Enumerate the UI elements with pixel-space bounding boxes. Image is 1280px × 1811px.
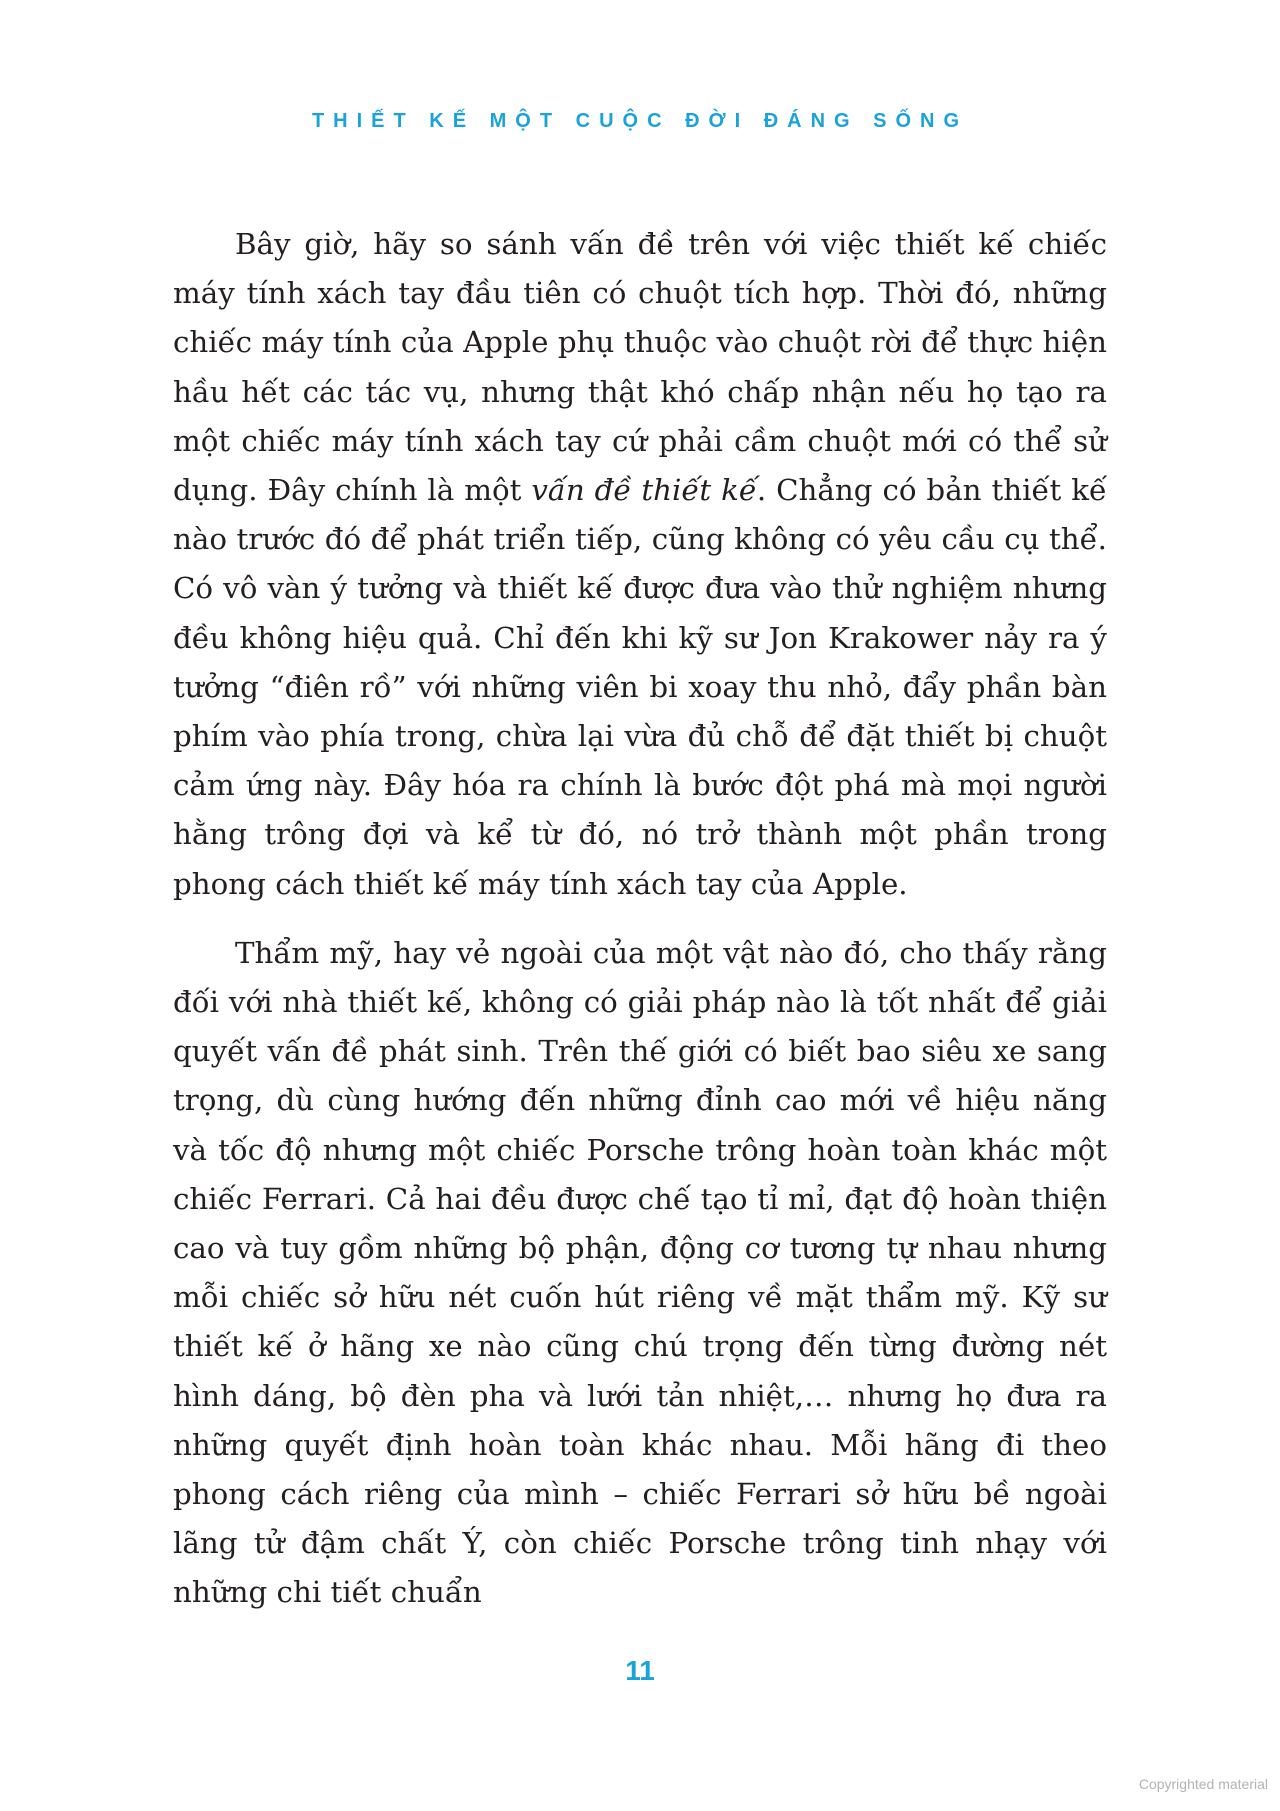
body-text bbox=[173, 220, 1107, 1618]
paragraph-2: Thẩm mỹ, hay vẻ ngoài của một vật nào đó, cho thấy rằng đối với nhà thiết kế, không có giải pháp nào là tốt nhất để giải quyết vấn đề phát sinh. Trên thế giới có biết bao siêu xe sang trọng, dù cùng hướng đến những đỉnh cao mới về hiệu năng và tốc độ nhưng một chiếc Porsche trông hoàn toàn khác một chiếc Ferrari. Cả hai đều được chế tạo tỉ mỉ, đạt độ hoàn thiện cao và tuy gồm những bộ phận, động cơ tương tự nhau nhưng mỗi chiếc sở hữu nét cuốn hút riêng về mặt thẩm mỹ. Kỹ sư thiết kế ở hãng xe nào cũng chú trọng đến từng đường nét hình dáng, bộ đèn pha và lưới tản nhiệt,… nhưng họ đưa ra những quyết định hoàn toàn khác nhau. Mỗi hãng đi theo phong cách riêng của mình – chiếc Ferrari sở hữu bề ngoài lãng tử đậm chất Ý, còn chiếc Porsche trông tinh nhạy với những chi tiết chuẩn bbox=[173, 935, 1107, 1610]
paragraph-1-text-a: Bây giờ, hãy so sánh vấn đề trên với việc thiết kế chiếc máy tính xách tay đầu tiên có chuột tích hợp. Thời đó, những chiếc máy tính của Apple phụ thuộc vào chuột rời để thực hiện hầu hết các tác vụ, nhưng thật khó chấp nhận nếu họ tạo ra một chiếc máy tính xách tay cứ phải cầm chuột mới có thể sử dụng. Đây chính là một bbox=[173, 227, 1107, 508]
copyright-watermark: Copyrighted material bbox=[1138, 1776, 1268, 1792]
page-number: 11 bbox=[625, 1655, 655, 1686]
paragraph-1-emphasis: vấn đề thiết kế bbox=[531, 473, 757, 508]
paragraph-1-text-b: . Chẳng có bản thiết kế nào trước đó để phát triển tiếp, cũng không có yêu cầu cụ thể. Có vô vàn ý tưởng và thiết kế được đưa vào thử nghiệm nhưng đều không hiệu quả. Chỉ đến khi kỹ sư Jon Krakower nảy ra ý tưởng “điên rồ” với những viên bi xoay thu nhỏ, đẩy phần bàn phím vào phía trong, chừa lại vừa đủ chỗ để đặt thiết bị chuột cảm ứng này. Đây hóa ra chính là bước đột phá mà mọi người hằng trông đợi và kể từ đó, nó trở thành một phần trong phong cách thiết kế máy tính xách tay của Apple. bbox=[173, 473, 1107, 901]
paragraph-1 bbox=[173, 220, 1107, 909]
running-header-title: THIẾT KẾ MỘT CUỘC ĐỜI ĐÁNG SỐNG bbox=[311, 110, 969, 132]
